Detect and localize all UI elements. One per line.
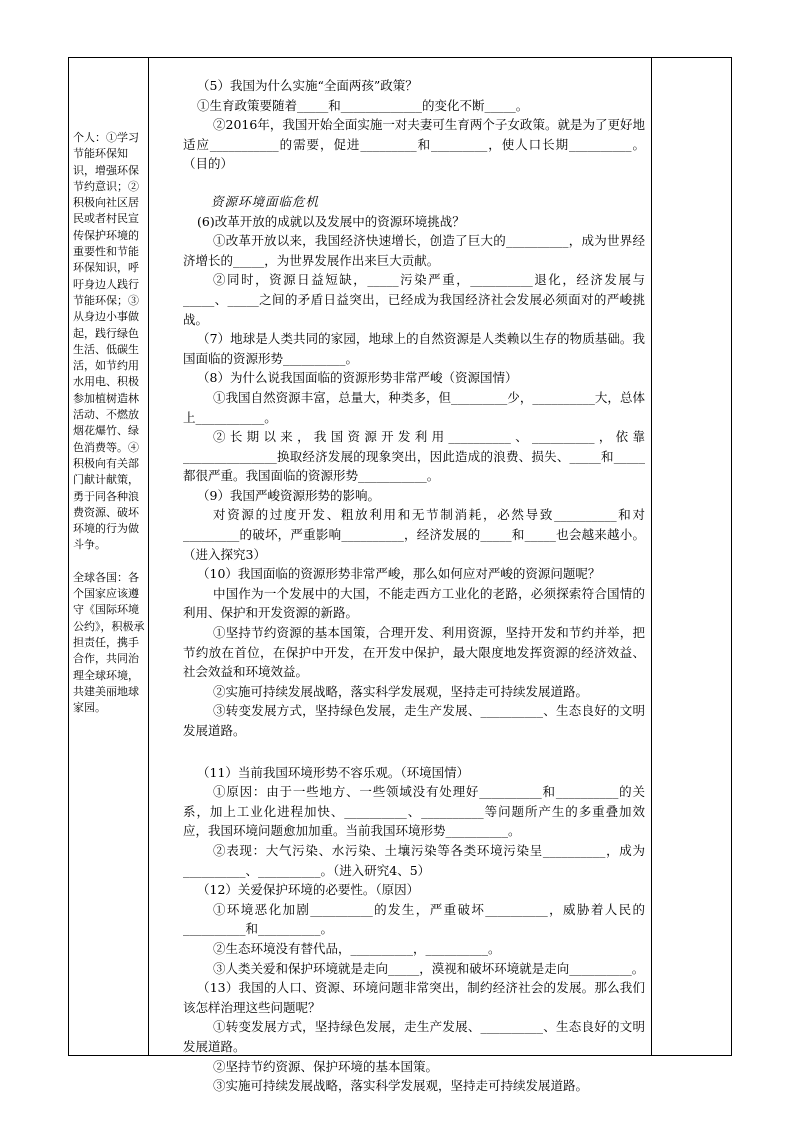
question-5: （5）我国为什么实施“全面两孩”政策？ [197,78,418,93]
note-individual: 个人：①学习节能环保知识，增强环保节约意识；②积极向社区居民或者村民宣传保护环境的重要性和节能环保知识，呼吁身边人践行节能环保；③从身边小事做起，践行绿色生活、低碳生活，如节约用水用电、积极参加植树造林活动、不燃放烟花爆竹、绿色消费等。④积极向有关部门献计献策，勇于同各种浪费资源、破坏环境的行为做斗争。 [73,131,139,552]
worksheet-table [68,57,732,1094]
question-11-b: ②表现：大气污染、水污染、土壤污染等各类环境污染呈__________，成为__________、__________。（进入研究4、5） [183,842,645,878]
question-10-d: ③转变发展方式，坚持绿色发展，走生产发展、__________、生态良好的文明发展道路。 [183,703,645,738]
question-6: (6)改革开放的成就以及发展中的资源环境挑战？ [197,213,465,229]
question-13-b: ②坚持节约资源、保护环境的基本国策。 [213,1058,439,1074]
question-13: （13）我国的人口、资源、环境问题非常突出，制约经济社会的发展。那么我们该怎样治理这些问题呢？ [183,980,645,1015]
question-12-b: ②生态环境没有替代品，__________，__________。 [213,940,501,956]
column-divider-right [651,58,652,1055]
question-9-a: 对资源的过度开发、粗放利用和无节制消耗，必然导致__________和对_________的破坏，严重影响__________，经济发展的_____和_____也会越来越小。（进入探究3） [183,507,645,562]
question-10: （10）我国面临的资源形势非常严峻，那么如何应对严峻的资源问题呢？ [197,566,601,582]
question-8-b: ②长期以来，我国资源开发利用__________、__________，依靠_______________换取经济发展的现象突出，因此造成的浪费、损失、_____和_____都很严重。我国面临的资源形势___________。 [183,429,645,484]
question-6-a: ①改革开放以来，我国经济快速增长，创造了巨大的__________，成为世界经济增长的_____，为世界发展作出来巨大贡献。 [183,233,645,268]
question-9: （9）我国严峻资源形势的影响。 [197,487,380,503]
question-12-a: ①环境恶化加剧__________的发生，严重破坏__________，威胁着人民的__________和__________。 [183,901,645,937]
content-column [183,76,645,1096]
question-11-a: ①原因：由于一些地方、一些领域没有处理好__________和__________的关系，加上工业化进程加快、__________、__________等问题所产生的多重叠加效应，我国环境问题愈加加重。当前我国环境形势__________。 [183,784,645,839]
note-global: 全球各国：各个国家应该遵守《国际环境公约》，积极承担责任，携手合作，共同治理全球环境，共建美丽地球家园。 [73,570,145,715]
notes-column [73,130,145,716]
question-12-c: ③人类关爱和保护环境就是走向_____，漠视和破坏环境就是走向__________。 [213,960,645,976]
question-11: （11）当前我国环境形势不容乐观。（环境国情） [197,764,470,780]
question-5-b: ②2016年，我国开始全面实施一对夫妻可生育两个子女政策。就是为了更好地适应___________的需要，促进_________和_________，使人口长期__________。（目的） [183,117,645,172]
question-10-a: 中国作为一个发展中的大国，不能走西方工业化的老路，必须探索符合国情的利用、保护和开发资源的新路。 [183,585,645,621]
question-8-a: ①我国自然资源丰富，总量大，种类多，但_________少，__________大，总体上___________。 [183,389,645,425]
question-13-a: ①转变发展方式，坚持绿色发展，走生产发展、__________、生态良好的文明发展道路。 [183,1019,645,1054]
question-13-c: ③实施可持续发展战略，落实科学发展观，坚持走可持续发展道路。 [213,1078,589,1094]
question-6-b: ②同时，资源日益短缺，_____污染严重，__________退化，经济发展与_____、_____之间的矛盾日益突出，已经成为我国经济社会发展必须面对的严峻挑战。 [183,272,645,327]
handwritten-heading: 资源环境面临危机 [211,193,320,209]
question-12: （12）关爱保护环境的必要性。（原因） [197,882,420,898]
question-8: （8）为什么说我国面临的资源形势非常严峻（资源国情） [197,370,518,386]
question-10-b: ①坚持节约资源的基本国策，合理开发、利用资源，坚持开发和节约并举，把节约放在首位，在保护中开发，在开发中保护，最大限度地发挥资源的经济效益、社会效益和环境效益。 [183,625,645,680]
question-7: （7）地球是人类共同的家园，地球上的自然资源是人类赖以生存的物质基础。我国面临的资源形势__________。 [183,331,645,366]
question-5-a: ①生育政策要随着_____和_____________的变化不断_____。 [197,97,529,113]
question-10-c: ②实施可持续发展战略，落实科学发展观，坚持走可持续发展道路。 [213,683,589,699]
column-divider-left [148,58,149,1055]
